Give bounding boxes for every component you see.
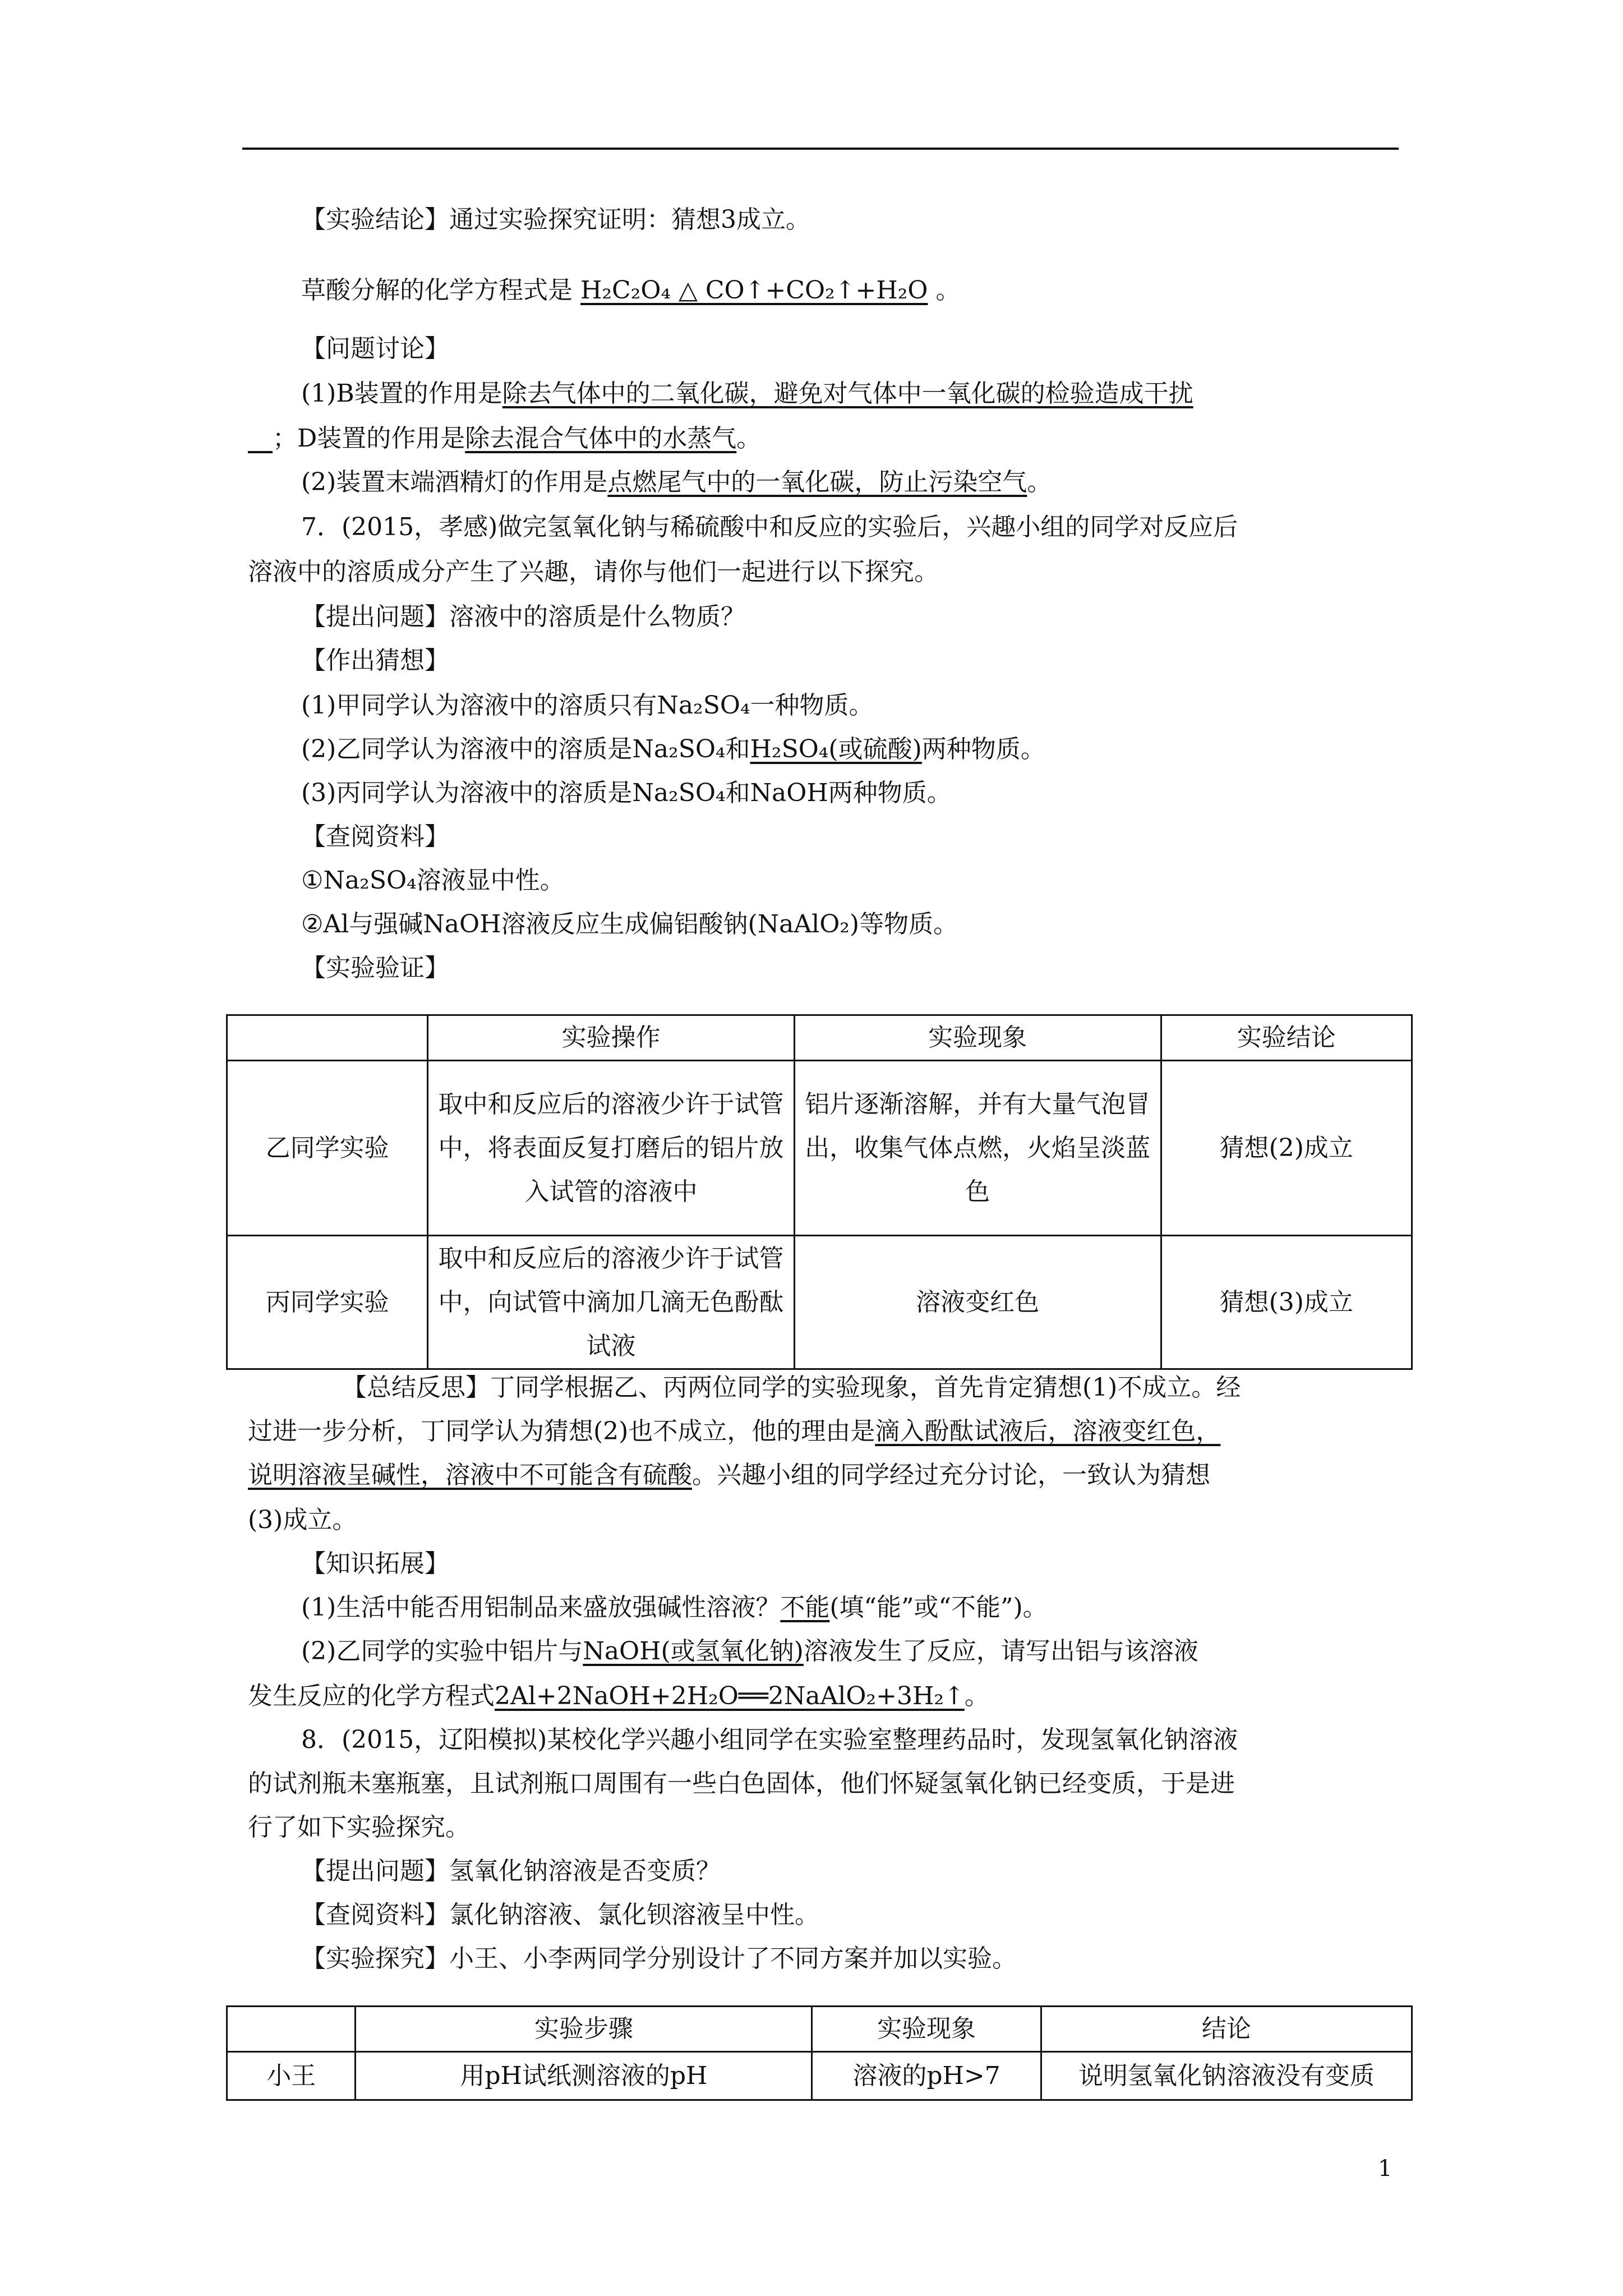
- text-line: 发生反应的化学方程式2Al+2NaOH+2H₂O══2NaAlO₂+3H₂↑。: [248, 1682, 989, 1710]
- section-heading: 【问题讨论】: [301, 334, 449, 363]
- table-cell: 用pH试纸测溶液的pH: [356, 2052, 812, 2100]
- text-line: ；D装置的作用是除去混合气体中的水蒸气。: [273, 424, 762, 453]
- table-cell: 猜想(2)成立: [1161, 1061, 1412, 1236]
- answer-blank: 不能: [780, 1593, 830, 1622]
- text-line: (3)成立。: [248, 1506, 357, 1534]
- text-line: (2)乙同学的实验中铝片与NaOH(或氢氧化钠)溶液发生了反应，请写出铝与该溶液: [301, 1637, 1198, 1665]
- text-line: (2)装置末端酒精灯的作用是点燃尾气中的一氧化碳，防止污染空气。: [301, 468, 1052, 496]
- table-header: 实验操作: [428, 1015, 795, 1061]
- question-8: 8．(2015，辽阳模拟)某校化学兴趣小组同学在实验室整理药品时，发现氢氧化钠溶液: [301, 1726, 1238, 1754]
- table-cell: 取中和反应后的溶液少许于试管中，向试管中滴加几滴无色酚酞试液: [428, 1236, 795, 1369]
- answer-blank: 2Al+2NaOH+2H₂O══2NaAlO₂+3H₂↑: [495, 1682, 965, 1710]
- table-cell: 丙同学实验: [227, 1236, 428, 1369]
- answer-blank: 说明溶液呈碱性，溶液中不可能含有硫酸: [248, 1461, 692, 1489]
- text-line: 【总结反思】丁同学根据乙、丙两位同学的实验现象，首先肯定猜想(1)不成立。经: [342, 1373, 1241, 1402]
- header-rule: [242, 148, 1399, 150]
- text-line: 过进一步分析，丁同学认为猜想(2)也不成立，他的理由是滴入酚酞试液后，溶液变红色，: [248, 1417, 1221, 1446]
- table-header: 实验结论: [1161, 1015, 1412, 1061]
- answer-blank: 除去气体中的二氧化碳，避免对气体中一氧化碳的检验造成干扰: [502, 379, 1193, 408]
- text-line: 溶液中的溶质成分产生了兴趣，请你与他们一起进行以下探究。: [248, 558, 939, 586]
- table-row: [227, 1061, 1412, 1236]
- answer-blank: 滴入酚酞试液后，溶液变红色，: [875, 1417, 1221, 1446]
- text-line: (1)甲同学认为溶液中的溶质只有Na₂SO₄一种物质。: [301, 691, 874, 720]
- answer-blank: 除去混合气体中的水蒸气: [465, 424, 737, 453]
- table-cell: 铝片逐渐溶解，并有大量气泡冒出，收集气体点燃，火焰呈淡蓝色: [794, 1061, 1161, 1236]
- table-row: [227, 2052, 1412, 2100]
- experiment-table-1: [226, 1014, 1413, 1370]
- table-header: 实验现象: [812, 2007, 1041, 2052]
- text-line: 【实验结论】通过实验探究证明：猜想3成立。: [301, 205, 810, 234]
- table-cell: 取中和反应后的溶液少许于试管中，将表面反复打磨后的铝片放入试管的溶液中: [428, 1061, 795, 1236]
- table-cell: 乙同学实验: [227, 1061, 428, 1236]
- question-7: 7．(2015，孝感)做完氢氧化钠与稀硫酸中和反应的实验后，兴趣小组的同学对反应后: [301, 513, 1238, 541]
- table-header: [227, 2007, 356, 2052]
- table-header: [227, 1015, 428, 1061]
- text-line: 的试剂瓶未塞瓶塞，且试剂瓶口周围有一些白色固体，他们怀疑氢氧化钠已经变质，于是进: [248, 1769, 1235, 1798]
- answer-blank: H₂C₂O₄ △ CO↑+CO₂↑+H₂O: [580, 276, 928, 305]
- table-header: 结论: [1041, 2007, 1412, 2052]
- answer-blank: NaOH(或氢氧化钠): [583, 1637, 804, 1665]
- section-heading: 【实验验证】: [301, 954, 449, 982]
- table-cell: 猜想(3)成立: [1161, 1236, 1412, 1369]
- table-cell: 溶液的pH>7: [812, 2052, 1041, 2100]
- text-line: 【提出问题】氢氧化钠溶液是否变质？: [301, 1857, 721, 1885]
- page-number: 1: [1378, 2156, 1393, 2182]
- text-line: 【提出问题】溶液中的溶质是什么物质？: [301, 602, 745, 631]
- text-line: 行了如下实验探究。: [248, 1813, 470, 1842]
- answer-blank: 点燃尾气中的一氧化碳，防止污染空气: [607, 468, 1027, 496]
- text-line: ②Al与强碱NaOH溶液反应生成偏铝酸钠(NaAlO₂)等物质。: [301, 910, 958, 938]
- table-header: 实验现象: [794, 1015, 1161, 1061]
- text-line: 【实验探究】小王、小李两同学分别设计了不同方案并加以实验。: [301, 1944, 1017, 1973]
- answer-blank: H₂SO₄(或硫酸): [750, 735, 922, 763]
- text-line: 说明溶液呈碱性，溶液中不可能含有硫酸。兴趣小组的同学经过充分讨论，一致认为猜想: [248, 1461, 1210, 1489]
- section-heading: 【作出猜想】: [301, 646, 449, 675]
- table-cell: 溶液变红色: [794, 1236, 1161, 1369]
- section-heading: 【知识拓展】: [301, 1549, 449, 1578]
- experiment-table-2: [226, 2005, 1413, 2101]
- table-row: [227, 1236, 1412, 1369]
- text-line: (1)B装置的作用是除去气体中的二氧化碳，避免对气体中一氧化碳的检验造成干扰: [301, 379, 1193, 408]
- text-line: (1)生活中能否用铝制品来盛放强碱性溶液？不能(填“能”或“不能”)。: [301, 1593, 1048, 1622]
- text-line: 【查阅资料】氯化钠溶液、氯化钡溶液呈中性。: [301, 1901, 819, 1929]
- text-line: (3)丙同学认为溶液中的溶质是Na₂SO₄和NaOH两种物质。: [301, 779, 952, 807]
- table-cell: 说明氢氧化钠溶液没有变质: [1041, 2052, 1412, 2100]
- table-cell: 小王: [227, 2052, 356, 2100]
- table-header: 实验步骤: [356, 2007, 812, 2052]
- text-line: (2)乙同学认为溶液中的溶质是Na₂SO₄和H₂SO₄(或硫酸)两种物质。: [301, 735, 1045, 763]
- text-line: ①Na₂SO₄溶液显中性。: [301, 866, 565, 895]
- equation-line: 草酸分解的化学方程式是 H₂C₂O₄ △ CO↑+CO₂↑+H₂O 。: [301, 276, 961, 305]
- section-heading: 【查阅资料】: [301, 822, 449, 851]
